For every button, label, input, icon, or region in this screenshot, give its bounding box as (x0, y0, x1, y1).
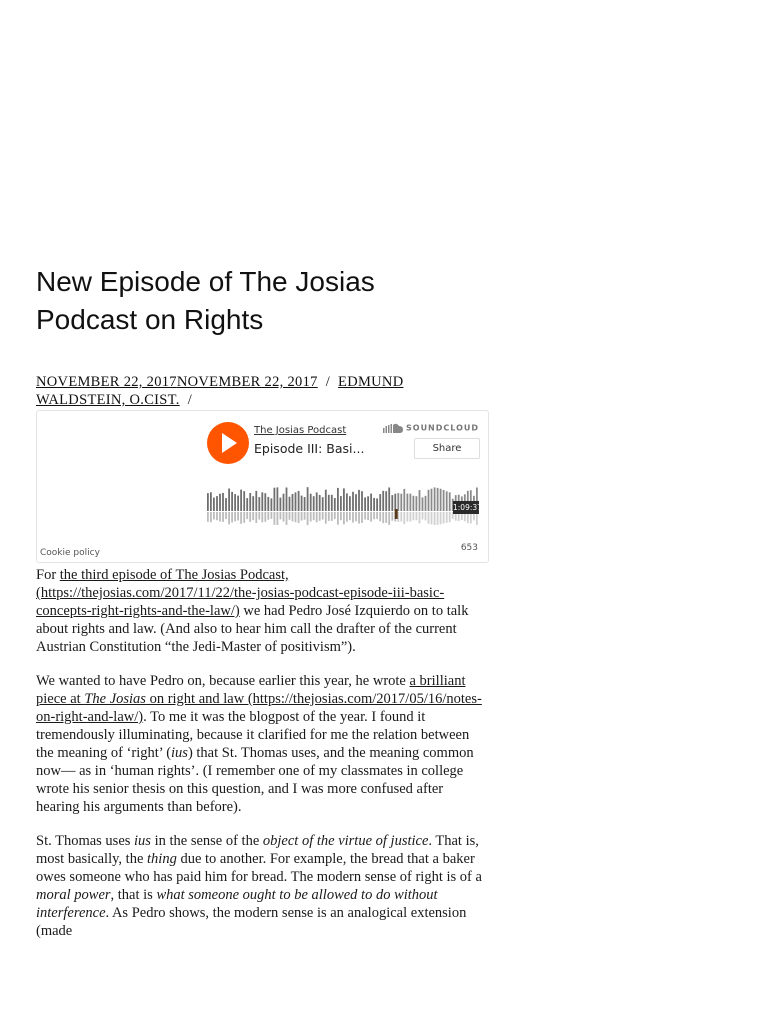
duration-label: 1:09:37 (453, 503, 482, 512)
post-date-link[interactable] (36, 374, 318, 390)
text: we had Pedro José Izquierdo on to talk about rights and law. (And also to hear him call the drafter of the current Austrian Constitution “the Jedi-Master of positivism”). (36, 603, 469, 655)
text: For (36, 567, 60, 583)
paragraph-3 (36, 832, 488, 940)
emphasis: what someone ought to be allowed to do without interference (36, 887, 438, 921)
text: St. Thomas uses (36, 833, 135, 849)
text: in the sense of the (150, 833, 263, 849)
author-link[interactable]: EDMUND WALDSTEIN, O.CIST. (36, 374, 404, 408)
published-date: NOVEMBER 22, 2017 (36, 374, 177, 390)
paragraph-2 (36, 672, 488, 816)
emphasis: ius (171, 745, 188, 761)
post-title: New Episode of The Josias Podcast on Rights (36, 266, 375, 335)
play-button[interactable] (207, 422, 249, 464)
text: due to another. For example, the bread that a baker owes someone who has paid him for bread. The modern sense of right is of a (36, 851, 482, 885)
text: ) that St. Thomas uses, and the meaning common now— as in ‘human rights’. (I remember one of my classmates in college wrote his senior thesis on this question, and I was more confused after hearing his arguments than before). (36, 745, 474, 815)
post-content (36, 566, 488, 956)
soundcloud-logo[interactable] (383, 423, 479, 433)
paragraph-1 (36, 566, 488, 656)
emphasis: moral power (36, 887, 111, 903)
soundcloud-brand: SOUNDCLOUD (406, 423, 480, 433)
share-button[interactable]: Share (414, 438, 480, 459)
soundcloud-cloud-icon (383, 423, 403, 433)
playhead-marker (395, 509, 398, 519)
updated-date: NOVEMBER 22, 2017 (176, 374, 318, 390)
text: We wanted to have Pedro on, because earlier this year, he wrote (36, 673, 410, 689)
episode-link[interactable]: the third episode of The Josias Podcast, (https://thejosias.com/2017/11/22/the-josias-podcast-episode-iii-basic-concepts-right-rights-and-the-law/) (36, 567, 445, 619)
link-emphasis: The Josias (84, 691, 146, 707)
emphasis: ius (134, 833, 151, 849)
waveform[interactable] (207, 477, 482, 529)
link-text: a brilliant piece at (36, 673, 466, 707)
track-title[interactable]: Episode III: Basi... (254, 441, 365, 456)
text: . As Pedro shows, the modern sense is an analogical extension (made (36, 905, 467, 939)
text: , that is (110, 887, 157, 903)
artist-link[interactable]: The Josias Podcast (254, 425, 347, 436)
meta-separator-2: / (187, 392, 193, 408)
cookie-policy-link[interactable]: Cookie policy (40, 548, 100, 558)
play-count: 653 (460, 543, 478, 553)
soundcloud-player (36, 410, 489, 563)
meta-separator: / (325, 374, 331, 390)
emphasis: thing (147, 851, 177, 867)
text: . That is, most basically, the (36, 833, 479, 867)
post-meta (36, 373, 488, 409)
play-icon (220, 432, 238, 454)
link-text: on right and law (https://thejosias.com/2017/05/16/notes-on-right-and-law/) (36, 691, 482, 725)
emphasis: object of the virtue of justice (262, 833, 429, 849)
text: . To me it was the blogpost of the year. I found it tremendously illuminating, because it clarified for me the relation between the meaning of ‘right’ ( (36, 709, 470, 761)
